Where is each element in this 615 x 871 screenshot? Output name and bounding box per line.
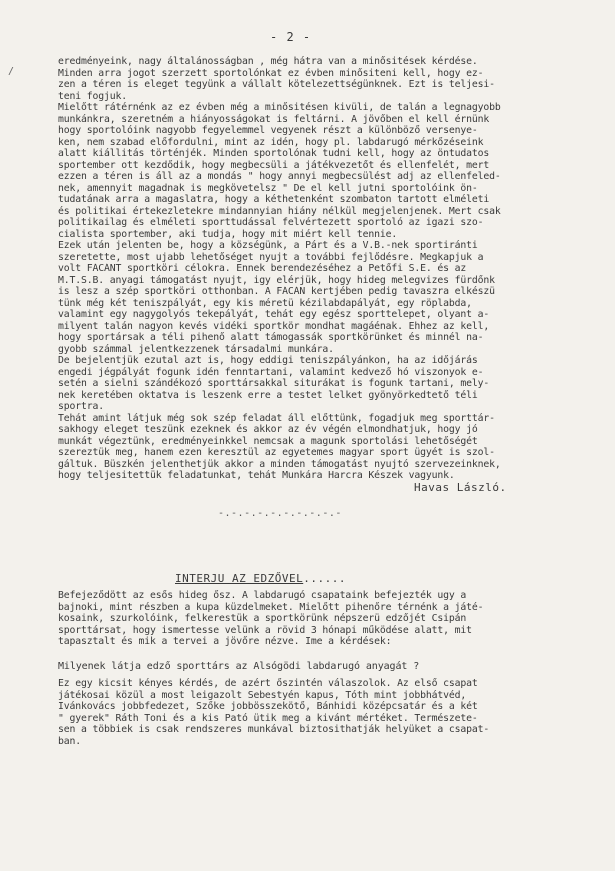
body-line: M.T.S.B. anyagi támogatást nyujt, igy elérjük, hogy hideg melegvizes fürdőnk	[58, 274, 495, 286]
answer-line: Ez egy kicsit kényes kérdés, de azért őszintén válaszolok. Az első csapat	[58, 678, 478, 689]
body-line: alatt kiállitás történjék. Minden sportolónak tudni kell, hogy az öntudatos	[58, 148, 490, 159]
body-line: gáltuk. Büszkén jelenthetjük akkor a minden támogatást nyujtó szervezeinknek,	[58, 458, 501, 470]
intro-line: bajnoki, mint részben a kupa küzdelmeket. Mielőtt pihenőre térnénk a játé-	[58, 601, 484, 613]
interview-intro	[58, 590, 578, 648]
body-line: szereztük meg, hanem ezen keresztül az egyetemes magyar sport ügyét is szol-	[58, 447, 495, 458]
intro-line: Befejeződött az esős hideg ősz. A labdarugó csapataink befejezték ugy a	[58, 590, 467, 601]
body-line: nek keretében oktatva is leszenk erre a testet lelket gyönyörkedtető téli	[58, 389, 478, 401]
interview-heading-dots: ......	[303, 572, 346, 585]
body-line: ken, nem szabad előfordulni, mint az idén, hogy pl. labdarugó mérkőzéseink	[58, 136, 484, 148]
body-line: De bejelentjük ezutal azt is, hogy eddigi teniszpályánkon, ha az időjárás	[58, 355, 478, 366]
body-line: munkát végeztünk, eredményeinkkel nemcsak a magunk sportolási lehetőségét	[58, 435, 478, 447]
signature: Havas László.	[414, 481, 507, 494]
body-line: nek, amennyit magadnak is megkövetelsz " De el kell jutni sportolóink ön-	[58, 182, 478, 194]
page-number: - 2 -	[270, 30, 312, 44]
body-line: tudatának arra a magaslatra, hogy a kéthetenként szombaton tartott elméleti	[58, 194, 490, 205]
body-line: Mielőtt rátérnénk az ez évben még a minősitésen kivüli, de talán a legnagyobb	[58, 102, 501, 113]
body-line: gyobb számmal jelentkezzenek társadalmi munkára.	[58, 343, 334, 355]
body-line: eredményeink, nagy általánosságban , még hátra van a minősitések kérdése.	[58, 56, 478, 67]
body-line: sakhogy eleget teszünk ezeknek és akkor az év végén elmondhatjuk, hogy jó	[58, 424, 478, 435]
answer-line: sen a többiek is csak rendszeres munkával biztosithatják helyüket a csapat-	[58, 724, 490, 735]
body-line: setén a sielni szándékozó sporttársakkal siturákat is fogunk tartani, mely-	[58, 378, 490, 389]
body-line: zen a téren is eleget tegyünk a vállalt kötelezettségünknek. Ezt is teljesi-	[58, 79, 495, 90]
body-line: Ezek után jelenten be, hogy a községünk, a Párt és a V.B.-nek sportiránti	[58, 240, 478, 251]
body-line: politikailag és elméleti sporttudással felvértezett sportoló az igazi szo-	[58, 217, 484, 228]
body-line: Tehát amint látjuk még sok szép feladat áll előttünk, fogadjuk meg sporttár-	[58, 412, 495, 424]
intro-line: sporttársat, hogy ismertesse velünk a rövid 3 hónapi működése alatt, mit	[58, 624, 472, 636]
intro-line: tapasztalt és mik a tervei a jövőre nézve. Ime a kérdések:	[58, 636, 392, 647]
body-line: munkánkra, szeretném a hiányosságokat is feltárni. A jövőben el kell érnünk	[58, 113, 490, 125]
body-line: teni fogjuk.	[58, 90, 127, 102]
body-line: sportra.	[58, 401, 104, 412]
article-body	[58, 56, 578, 482]
body-line: milyent talán nagyon kevés vidéki sportkör mondhat magáénak. Ehhez az kell,	[58, 320, 490, 332]
separator: -.-.-.-.-.-.-.-.-.-	[218, 508, 342, 519]
intro-line: kosaink, szurkolóink, felkerestük a sportkörünk népszerü edzőjét Csipán	[58, 613, 467, 624]
body-line: engedi jégpályát fogunk idén fenntartani, valamint kedvező hó viszonyok e-	[58, 366, 484, 378]
body-line: volt FÁCÁNT sportköri célokra. Ennek berendezéséhez a Petőfi S.E. és az	[58, 263, 467, 274]
body-line: is lesz a szép sportköri otthonban. A FÁCÁN kertjében pedig tavaszra elkészü	[58, 286, 495, 297]
body-line: hogy sportársak a téli pihenő alatt támogassák sportkörünket és minnél na-	[58, 332, 484, 343]
body-line: ezzen a téren is áll az a mondás " hogy annyi megbecsülést adj az ellenfeled-	[58, 171, 501, 182]
answer-line: " gyerek" Ráth Toni és a kis Pató ütik meg a kivánt mértéket. Természete-	[58, 712, 478, 724]
body-line: hogy sportolóink nagyobb fegyelemmel vegyenek részt a különböző versenye-	[58, 125, 478, 136]
body-line: cialista sportember, aki tudja, hogy mit miért kell tennie.	[58, 228, 398, 240]
interview-heading	[175, 572, 346, 585]
interview-question: Milyenek látja edző sporttárs az Alsógödi labdarugó anyagát ?	[58, 661, 420, 672]
body-line: tünk még két teniszpályát, egy kis méretü kézilabdapályát, egy röplabda,	[58, 297, 472, 309]
body-line: Minden arra jogot szerzett sportolónkat ez évben minősiteni kell, hogy ez-	[58, 67, 484, 79]
body-line: szeretette, most ujabb lehetőséget nyujt a további fejlődésre. Megkapjuk a	[58, 251, 484, 263]
body-line: valamint egy nagygolyós tekepályát, tehát egy egész sporttelepet, olyant a-	[58, 309, 490, 320]
answer-line: ban.	[58, 735, 81, 747]
answer-line: játékosai közül a most leigazolt Sebestyén kapus, Tóth mint jobbhátvéd,	[58, 689, 467, 701]
interview-heading-text: INTERJU AZ EDZŐVEL	[175, 572, 304, 585]
margin-mark: /	[8, 66, 15, 77]
answer-line: Ivánkovács jobbfedezet, Szőke jobbösszekötő, Bánhidi középcsatár és a két	[58, 701, 478, 712]
body-line: sportember ott kezdődik, hogy megbecsüli a játékvezetőt és ellenfelét, mert	[58, 159, 490, 171]
body-line: hogy teljesitettük feladatunkat, tehát Munkára Harcra Készek vagyunk.	[58, 470, 455, 481]
body-line: és politikai értekezletekre mindannyian hiány nélkül megjelenjenek. Mert csak	[58, 205, 501, 217]
interview-answer	[58, 678, 578, 747]
